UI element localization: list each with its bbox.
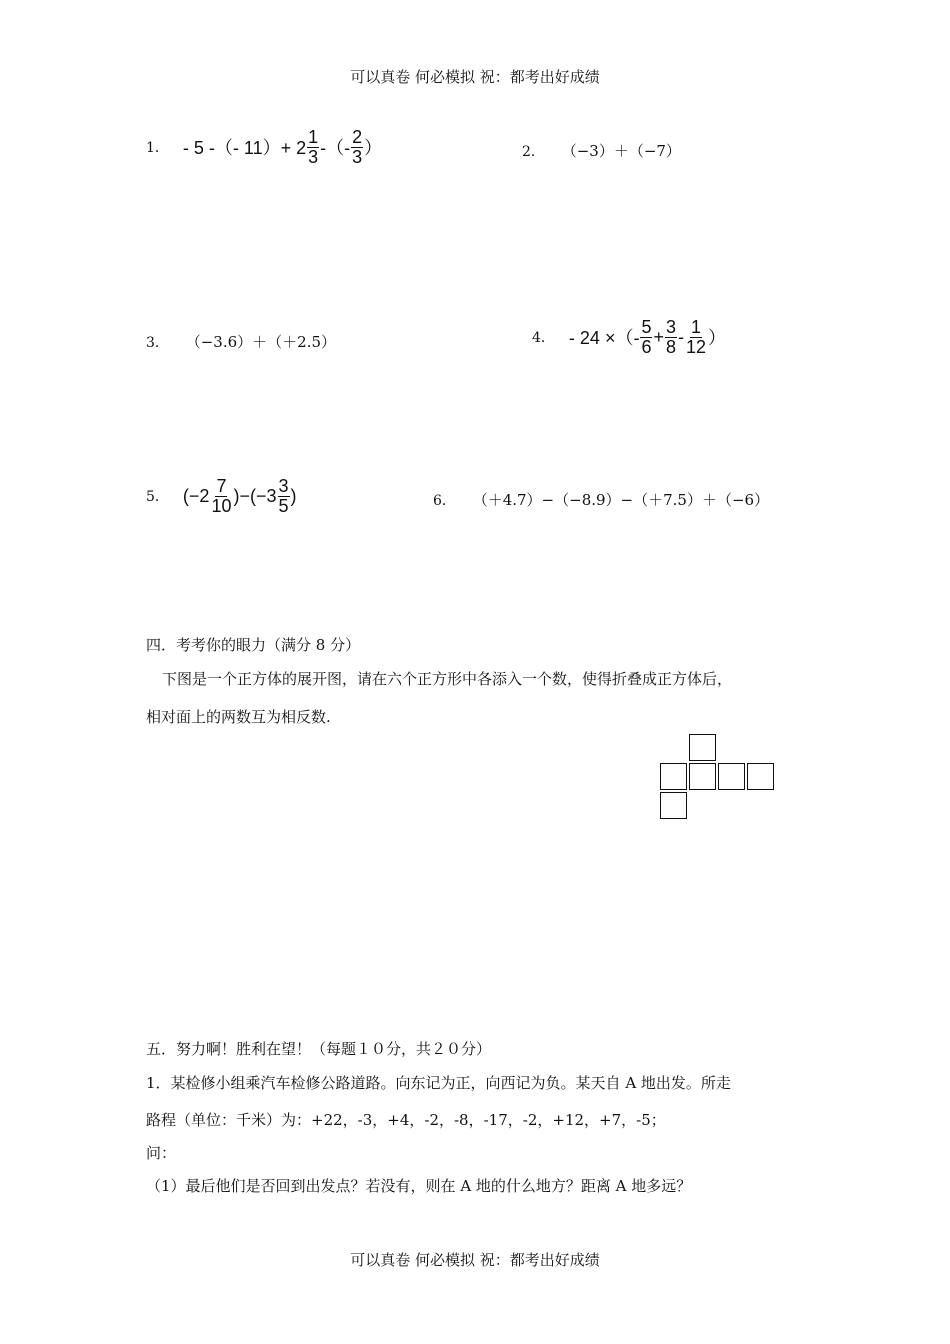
problem-3-expression: （−3.6）＋（＋2.5） — [185, 333, 336, 351]
problem-6 — [433, 489, 769, 510]
problem-6-number: 6． — [433, 493, 456, 509]
problem-1-number: 1． — [146, 140, 169, 157]
cube-face-bottom — [660, 792, 687, 819]
section-4-title: 四．考考你的眼力（满分 8 分） — [146, 636, 361, 654]
problem-4-part-c: - — [678, 326, 684, 347]
problem-1-part-b: -（- — [320, 138, 351, 159]
problem-4-number: 4． — [532, 330, 555, 347]
problem-1 — [146, 128, 382, 167]
problem-4-fraction-3: $\frac{1}{12}$ — [686, 317, 707, 357]
problem-2-number: 2． — [522, 144, 545, 160]
cube-face-row-3 — [718, 763, 745, 790]
problem-4-fraction-1: $\frac{5}{6}$ — [641, 317, 652, 357]
problem-3 — [146, 331, 336, 352]
problem-1-part-c: ） — [364, 138, 383, 159]
problem-1-fraction-1: $\frac{1}{3}$ — [308, 127, 319, 167]
cube-net-diagram — [660, 734, 778, 824]
problem-2-expression: （−3）＋（−7） — [561, 142, 681, 160]
problem-5-number: 5． — [146, 489, 169, 506]
section-5-title: 五．努力啊！胜利在望！（每题１０分，共２０分） — [146, 1040, 492, 1058]
cube-face-top — [689, 734, 716, 761]
problem-1-part-a: - 5 -（- 11）+ 2 — [182, 138, 307, 159]
cube-face-row-2 — [689, 763, 716, 790]
section-5-q1-line-1: 1．某检修小组乘汽车检修公路道路。向东记为正，向西记为负。某天自 A 地出发。所走 — [146, 1074, 731, 1092]
cube-face-row-1 — [660, 763, 687, 790]
problem-4-part-b: + — [653, 326, 664, 347]
problem-4 — [532, 318, 726, 357]
problem-5-part-b: )−(−3 — [233, 485, 277, 506]
section-5-ask: 问： — [146, 1144, 177, 1162]
cube-face-row-4 — [747, 763, 774, 790]
problem-4-part-d: ） — [708, 328, 727, 349]
page-header: 可以真卷 何必模拟 祝：都考出好成绩 — [350, 68, 600, 86]
problem-5 — [146, 477, 297, 516]
problem-6-expression: （＋4.7）−（−8.9）−（＋7.5）＋（−6） — [472, 491, 770, 509]
problem-1-fraction-2: $\frac{2}{3}$ — [352, 127, 363, 167]
section-4-line-2: 相对面上的两数互为相反数. — [146, 708, 331, 726]
problem-5-part-a: (−2 — [182, 485, 210, 506]
section-5-q1-line-2: 路程（单位：千米）为：+22，-3，+4，-2，-8，-17，-2，+12，+7，-5； — [146, 1111, 666, 1129]
problem-2 — [522, 140, 681, 161]
problem-3-number: 3． — [146, 335, 169, 351]
section-4-line-1: 下图是一个正方体的展开图，请在六个正方形中各添入一个数，使得折叠成正方体后， — [162, 670, 733, 688]
section-5-sub-question-1: （1）最后他们是否回到出发点？若没有，则在 A 地的什么地方？距离 A 地多远？ — [146, 1177, 692, 1195]
problem-5-part-c: ) — [290, 485, 297, 506]
problem-5-fraction-2: $\frac{3}{5}$ — [278, 476, 289, 516]
problem-4-part-a: - 24 ×（- — [568, 328, 640, 349]
page-footer: 可以真卷 何必模拟 祝：都考出好成绩 — [350, 1251, 600, 1269]
problem-4-fraction-2: $\frac{3}{8}$ — [665, 317, 676, 357]
problem-5-fraction-1: $\frac{7}{10}$ — [211, 476, 232, 516]
